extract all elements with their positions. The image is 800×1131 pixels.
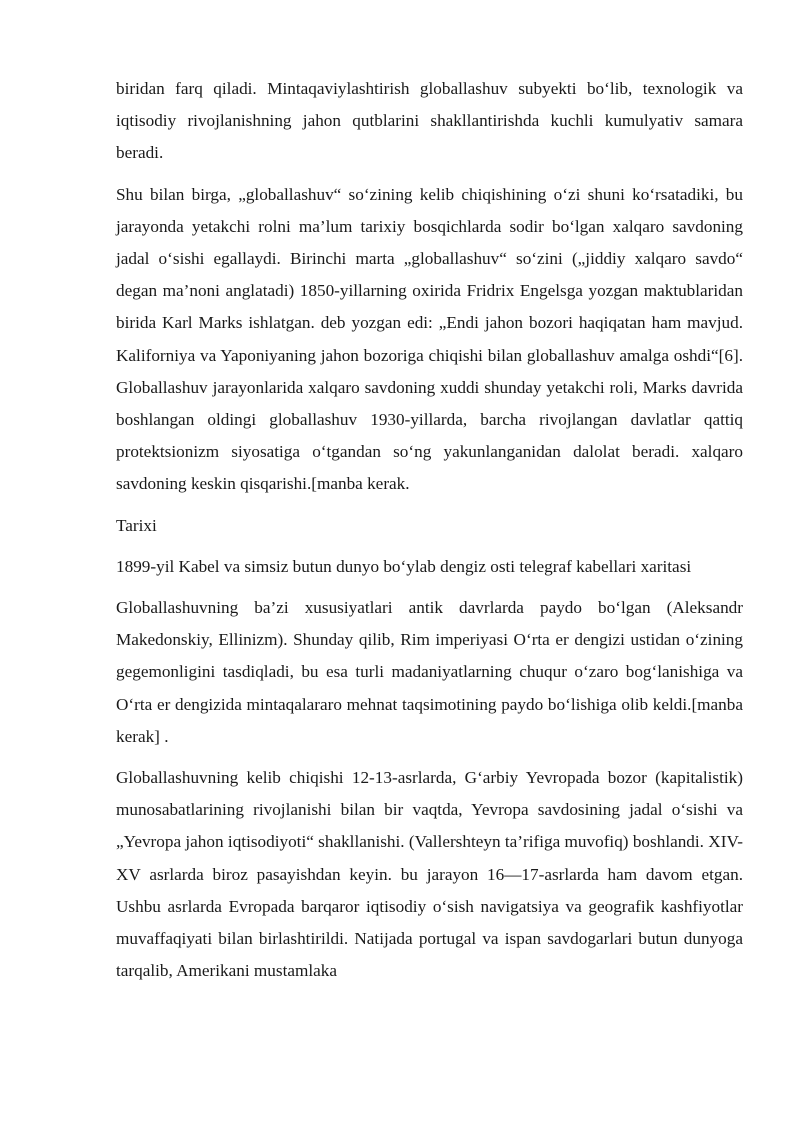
- paragraph-regionalization: biridan farq qiladi. Mintaqaviylashtirish globallashuv subyekti bo‘lib, texnologik va iqtisodiy rivojlanishning jahon qutblarini shakllantirishda kuchli kumulyativ samara beradi.: [116, 79, 743, 163]
- paragraph-medieval-origins: Globallashuvning kelib chiqishi 12-13-asrlarda, G‘arbiy Yevropada bozor (kapitalistik) munosabatlarining rivojlanishi bilan bir vaqtda, Yevropa savdosining jadal o‘sishi va „Yevropa jahon iqtisodiyoti“ shakllanishi. (Vallershteyn ta’rifiga muvofiq) boshlandi. XIV-XV asrlarda biroz pasayishdan keyin. bu jarayon 16—17-asrlarda ham davom etgan. Ushbu asrlarda Evropada barqaror iqtisodiy o‘sish navigatsiya va geografik kashfiyotlar muvaffaqiyati bilan birlashtirildi. Natijada portugal va ispan savdogarlari butun dunyoga tarqalib, Amerikani mustamlaka: [116, 768, 743, 981]
- document-body: [116, 73, 743, 996]
- paragraph-antiquity: Globallashuvning ba’zi xususiyatlari antik davrlarda paydo bo‘lgan (Aleksandr Makedonskiy, Ellinizm). Shunday qilib, Rim imperiyasi O‘rta er dengizi ustidan o‘zining gegemonligini tasdiqladi, bu esa turli madaniyatlarning chuqur o‘zaro bog‘lanishiga va O‘rta er dengizida mintaqalararo mehnat taqsimotining paydo bo‘lishiga olib keldi.[manba kerak] .: [116, 598, 743, 746]
- section-heading-history: Tarixi: [116, 515, 157, 535]
- paragraph-globalization-origin: Shu bilan birga, „globallashuv“ so‘zining kelib chiqishining o‘zi shuni ko‘rsatadiki, bu jarayonda yetakchi rolni ma’lum tarixiy bosqichlarda sodir bo‘lgan xalqaro savdoning jadal o‘sishi egallaydi. Birinchi marta „globallashuv“ so‘zini („jiddiy xalqaro savdo“ degan ma’noni anglatadi) 1850-yillarning oxirida Fridrix Engelsga yozgan maktublaridan birida Karl Marks ishlatgan. deb yozgan edi: „Endi jahon bozori haqiqatan ham mavjud. Kaliforniya va Yaponiyaning jahon bozoriga chiqishi bilan globallashuv amalga oshdi“[6]. Globallashuv jarayonlarida xalqaro savdoning xuddi shunday yetakchi roli, Marks davrida boshlangan oldingi globallashuv 1930-yillarda, barcha rivojlangan davlatlar qattiq protektsionizm siyosatiga o‘tgandan so‘ng yakunlanganidan dalolat beradi. xalqaro savdoning keskin qisqarishi.[manba kerak.: [116, 184, 743, 494]
- paragraph-cable-map-caption: 1899-yil Kabel va simsiz butun dunyo bo‘ylab dengiz osti telegraf kabellari xaritasi: [116, 556, 692, 576]
